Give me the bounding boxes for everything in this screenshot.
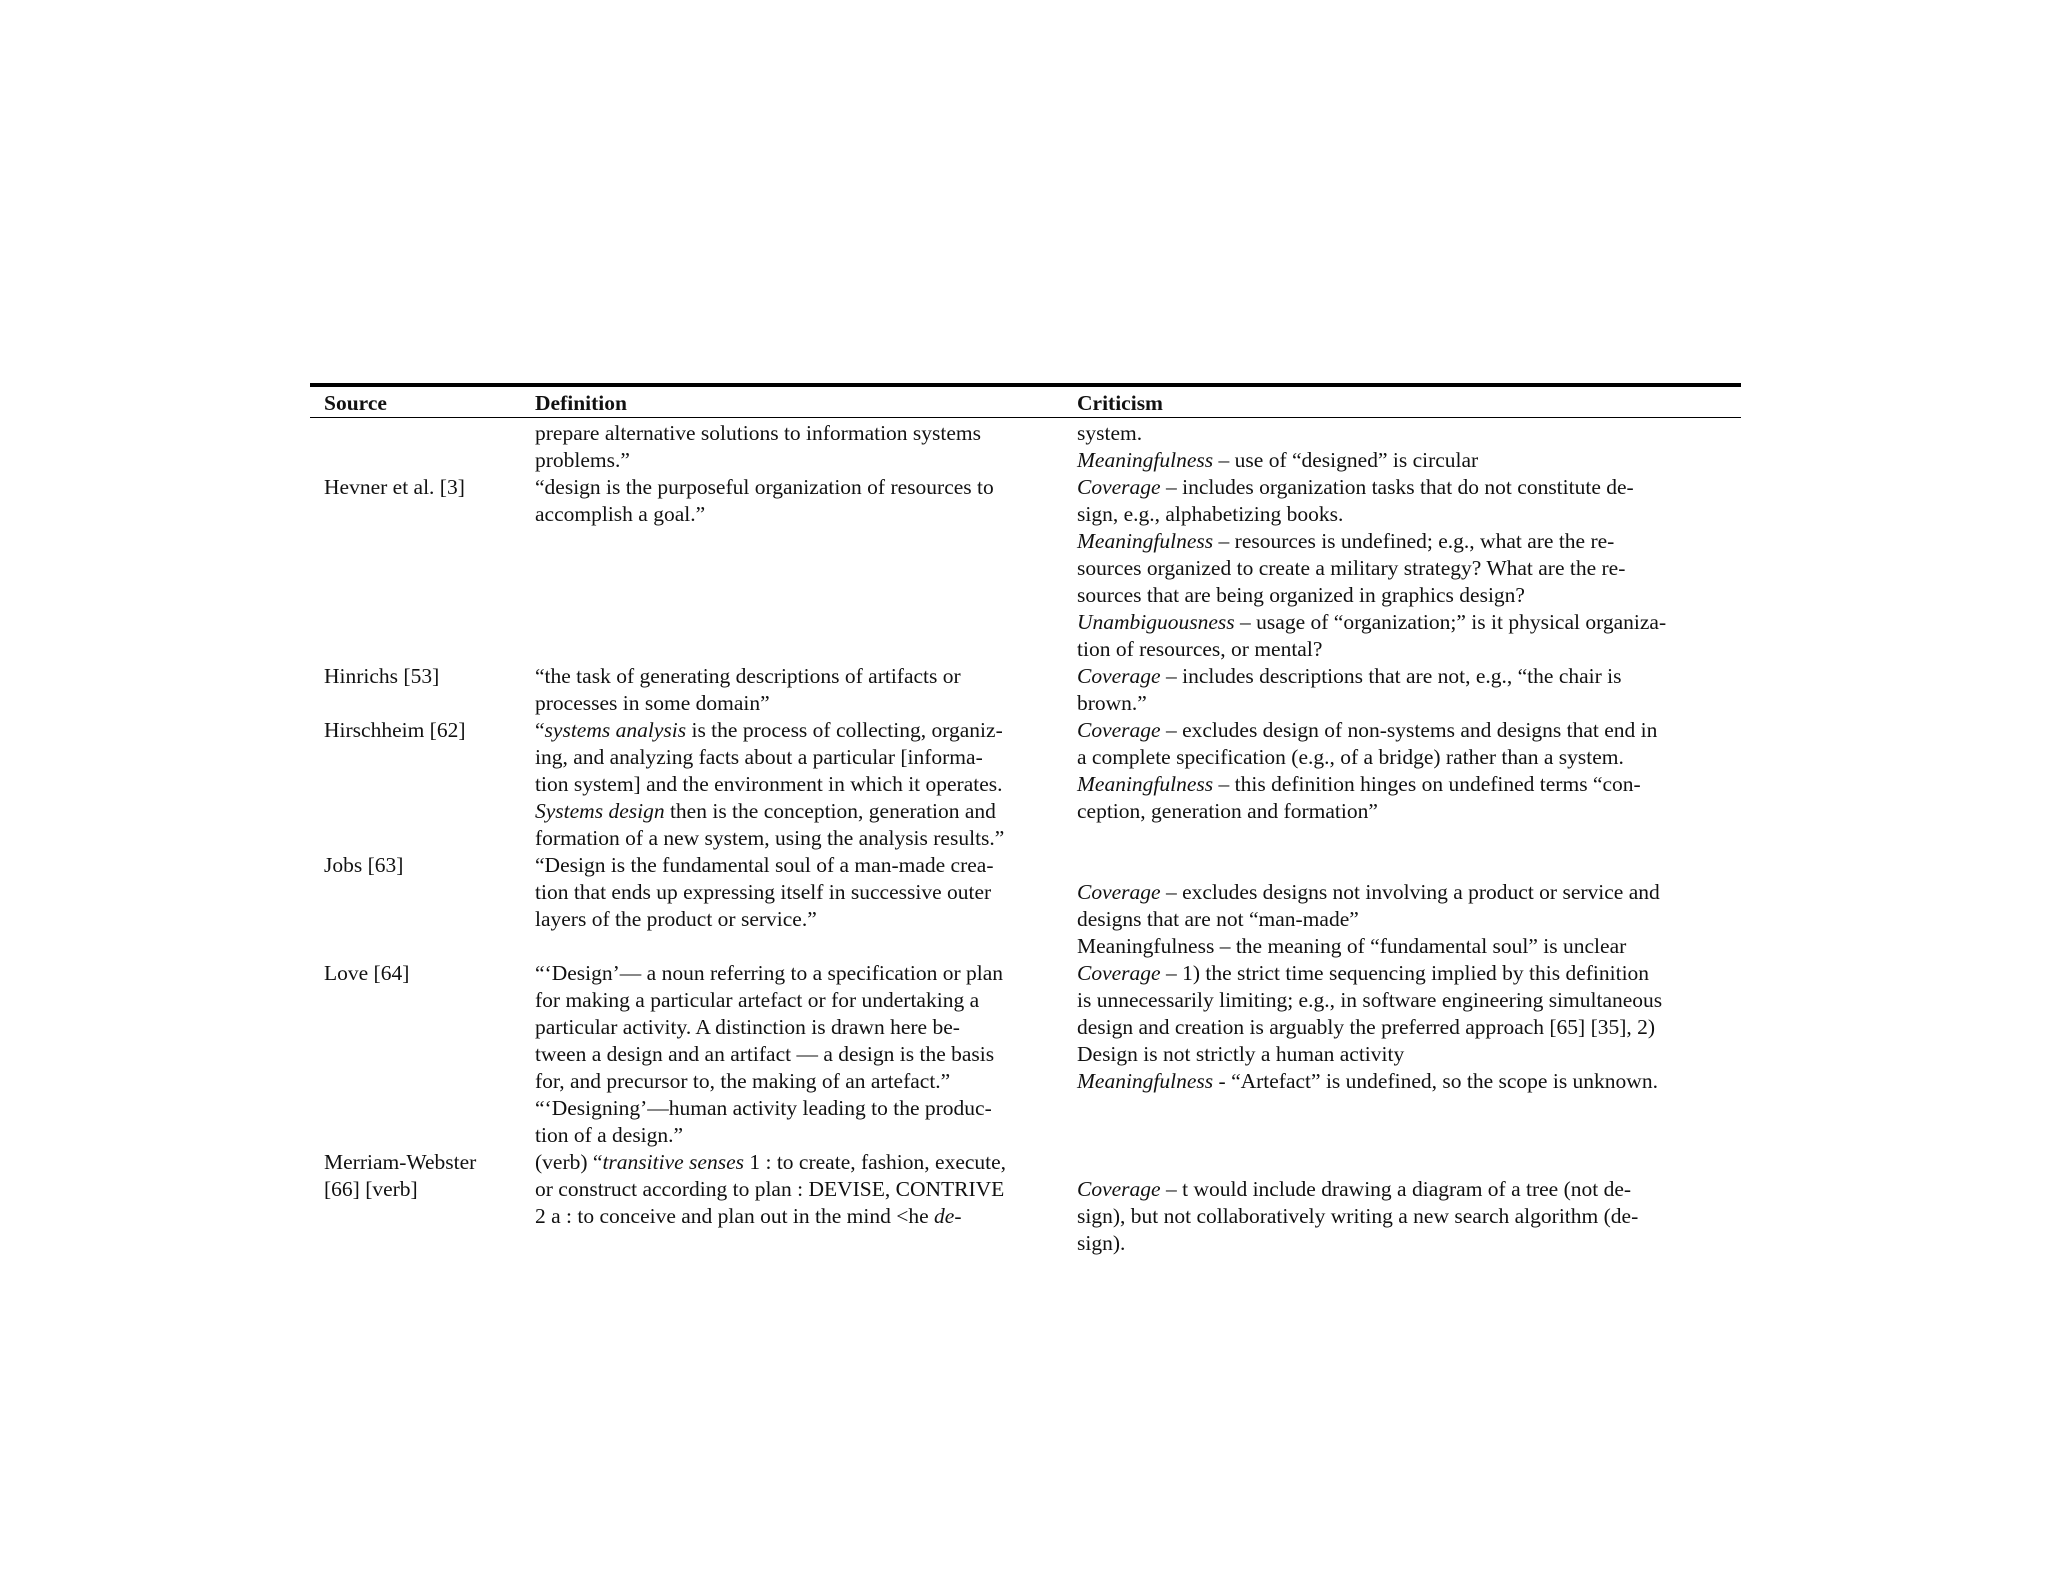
criticism-line: Coverage – excludes design of non-systems and designs that end in [1077, 718, 1658, 742]
definition-line: prepare alternative solutions to information systems [535, 421, 982, 445]
definition-line: “the task of generating descriptions of artifacts or [535, 664, 961, 688]
criticism-term: Coverage [1077, 1177, 1161, 1201]
table-row [310, 852, 1741, 960]
definition-line: Systems design then is the conception, generation and [535, 799, 996, 823]
source-text: Hinrichs [53] [324, 664, 440, 688]
definition-line: tion system] and the environment in which it operates. [535, 772, 1003, 796]
criticism-line: sources organized to create a military strategy? What are the re- [1077, 556, 1626, 580]
criticism-cell [1077, 420, 1741, 474]
definition-line: “‘Design’— a noun referring to a specification or plan [535, 961, 1004, 985]
definition-line: “systems analysis is the process of collecting, organiz- [535, 718, 1003, 742]
source-text: [66] [verb] [324, 1177, 418, 1201]
definition-cell [535, 663, 1077, 717]
definition-line: layers of the product or service.” [535, 907, 817, 931]
source-text: Love [64] [324, 961, 410, 985]
definition-line: “design is the purposeful organization of resources to [535, 475, 994, 499]
criticism-line: Meaningfulness – this definition hinges on undefined terms “con- [1077, 772, 1641, 796]
table-row [310, 663, 1741, 717]
criticism-term: Coverage [1077, 718, 1161, 742]
table-row [310, 960, 1741, 1149]
definition-line: tion of a design.” [535, 1123, 684, 1147]
definition-line: particular activity. A distinction is drawn here be- [535, 1015, 960, 1039]
definition-line: problems.” [535, 448, 630, 472]
criticism-term: Coverage [1077, 664, 1161, 688]
criticism-line: Meaningfulness – use of “designed” is circular [1077, 448, 1479, 472]
criticism-line: ception, generation and formation” [1077, 799, 1378, 823]
definition-cell [535, 852, 1077, 960]
definition-cell [535, 474, 1077, 663]
definition-cell [535, 420, 1077, 474]
criticism-cell [1077, 717, 1741, 852]
source-text: Merriam-Webster [324, 1150, 477, 1174]
source-cell [310, 1149, 535, 1257]
source-text: Hirschheim [62] [324, 718, 466, 742]
criticism-cell [1077, 663, 1741, 717]
definition-line: for making a particular artefact or for undertaking a [535, 988, 980, 1012]
criticism-cell [1077, 1176, 1741, 1257]
table-row [310, 1149, 1741, 1257]
criticism-line: Meaningfulness – the meaning of “fundamental soul” is unclear [1077, 934, 1627, 958]
definition-line: processes in some domain” [535, 691, 770, 715]
source-cell [310, 420, 535, 474]
definition-line: tion that ends up expressing itself in successive outer [535, 880, 992, 904]
criticism-term: Coverage [1077, 961, 1161, 985]
source-cell [310, 852, 535, 960]
definition-line: (verb) “transitive senses 1 : to create, fashion, execute, [535, 1150, 1007, 1174]
definition-cell [535, 960, 1077, 1149]
source-text: Hevner et al. [3] [324, 475, 465, 499]
criticism-line: Coverage – excludes designs not involving a product or service and [1077, 880, 1660, 904]
criticism-line: sign). [1077, 1231, 1126, 1255]
criticism-line: sign, e.g., alphabetizing books. [1077, 502, 1344, 526]
criticism-term: Unambiguousness [1077, 610, 1235, 634]
criticism-cell [1077, 879, 1741, 960]
criticism-line: tion of resources, or mental? [1077, 637, 1323, 661]
criticism-line: Design is not strictly a human activity [1077, 1042, 1405, 1066]
criticism-cell [1077, 960, 1741, 1149]
criticism-cell [1077, 474, 1741, 663]
definition-cell [535, 1149, 1077, 1257]
definition-line: for, and precursor to, the making of an artefact.” [535, 1069, 951, 1093]
criticism-line: a complete specification (e.g., of a bridge) rather than a system. [1077, 745, 1624, 769]
criticism-line: designs that are not “man-made” [1077, 907, 1359, 931]
criticism-term: Coverage [1077, 475, 1161, 499]
table-row [310, 420, 1741, 474]
definition-line: formation of a new system, using the analysis results.” [535, 826, 1005, 850]
definition-line: “‘Designing’—human activity leading to the produc- [535, 1096, 992, 1120]
criticism-term: Coverage [1077, 880, 1161, 904]
definition-line: accomplish a goal.” [535, 502, 706, 526]
source-text: Jobs [63] [324, 853, 404, 877]
definition-line: 2 a : to conceive and plan out in the mind <he de- [535, 1204, 962, 1228]
header-criticism: Criticism [1077, 391, 1163, 415]
header-source: Source [324, 391, 387, 415]
definitions-table [310, 383, 1741, 1257]
criticism-line: Unambiguousness – usage of “organization;” is it physical organiza- [1077, 610, 1667, 634]
definition-line: tween a design and an artifact — a design is the basis [535, 1042, 995, 1066]
definition-line: or construct according to plan : DEVISE, CONTRIVE [535, 1177, 1005, 1201]
table-row [310, 474, 1741, 663]
definition-cell [535, 717, 1077, 852]
criticism-line: Meaningfulness - “Artefact” is undefined, so the scope is unknown. [1077, 1069, 1658, 1093]
criticism-term: Meaningfulness [1077, 529, 1214, 553]
header-definition: Definition [535, 391, 627, 415]
criticism-line: system. [1077, 421, 1143, 445]
table-body [310, 418, 1741, 1257]
criticism-line: brown.” [1077, 691, 1147, 715]
criticism-line: Coverage – includes descriptions that are not, e.g., “the chair is [1077, 664, 1622, 688]
criticism-line: sources that are being organized in graphics design? [1077, 583, 1525, 607]
criticism-line: Meaningfulness – resources is undefined; e.g., what are the re- [1077, 529, 1615, 553]
criticism-line: Coverage – 1) the strict time sequencing implied by this definition [1077, 961, 1650, 985]
source-cell [310, 960, 535, 1149]
definition-line: ing, and analyzing facts about a particular [informa- [535, 745, 983, 769]
table-row [310, 717, 1741, 852]
table-header [310, 387, 1741, 417]
source-cell [310, 717, 535, 852]
source-cell [310, 663, 535, 717]
source-cell [310, 474, 535, 663]
criticism-line: design and creation is arguably the preferred approach [65] [35], 2) [1077, 1015, 1656, 1039]
criticism-term: Meaningfulness [1077, 1069, 1214, 1093]
criticism-line: Coverage – t would include drawing a diagram of a tree (not de- [1077, 1177, 1632, 1201]
criticism-term: Meaningfulness [1077, 448, 1214, 472]
criticism-line: is unnecessarily limiting; e.g., in software engineering simultaneous [1077, 988, 1663, 1012]
criticism-line: sign), but not collaboratively writing a new search algorithm (de- [1077, 1204, 1639, 1228]
criticism-line: Coverage – includes organization tasks that do not constitute de- [1077, 475, 1634, 499]
definition-line: “Design is the fundamental soul of a man-made crea- [535, 853, 994, 877]
criticism-term: Meaningfulness [1077, 772, 1214, 796]
